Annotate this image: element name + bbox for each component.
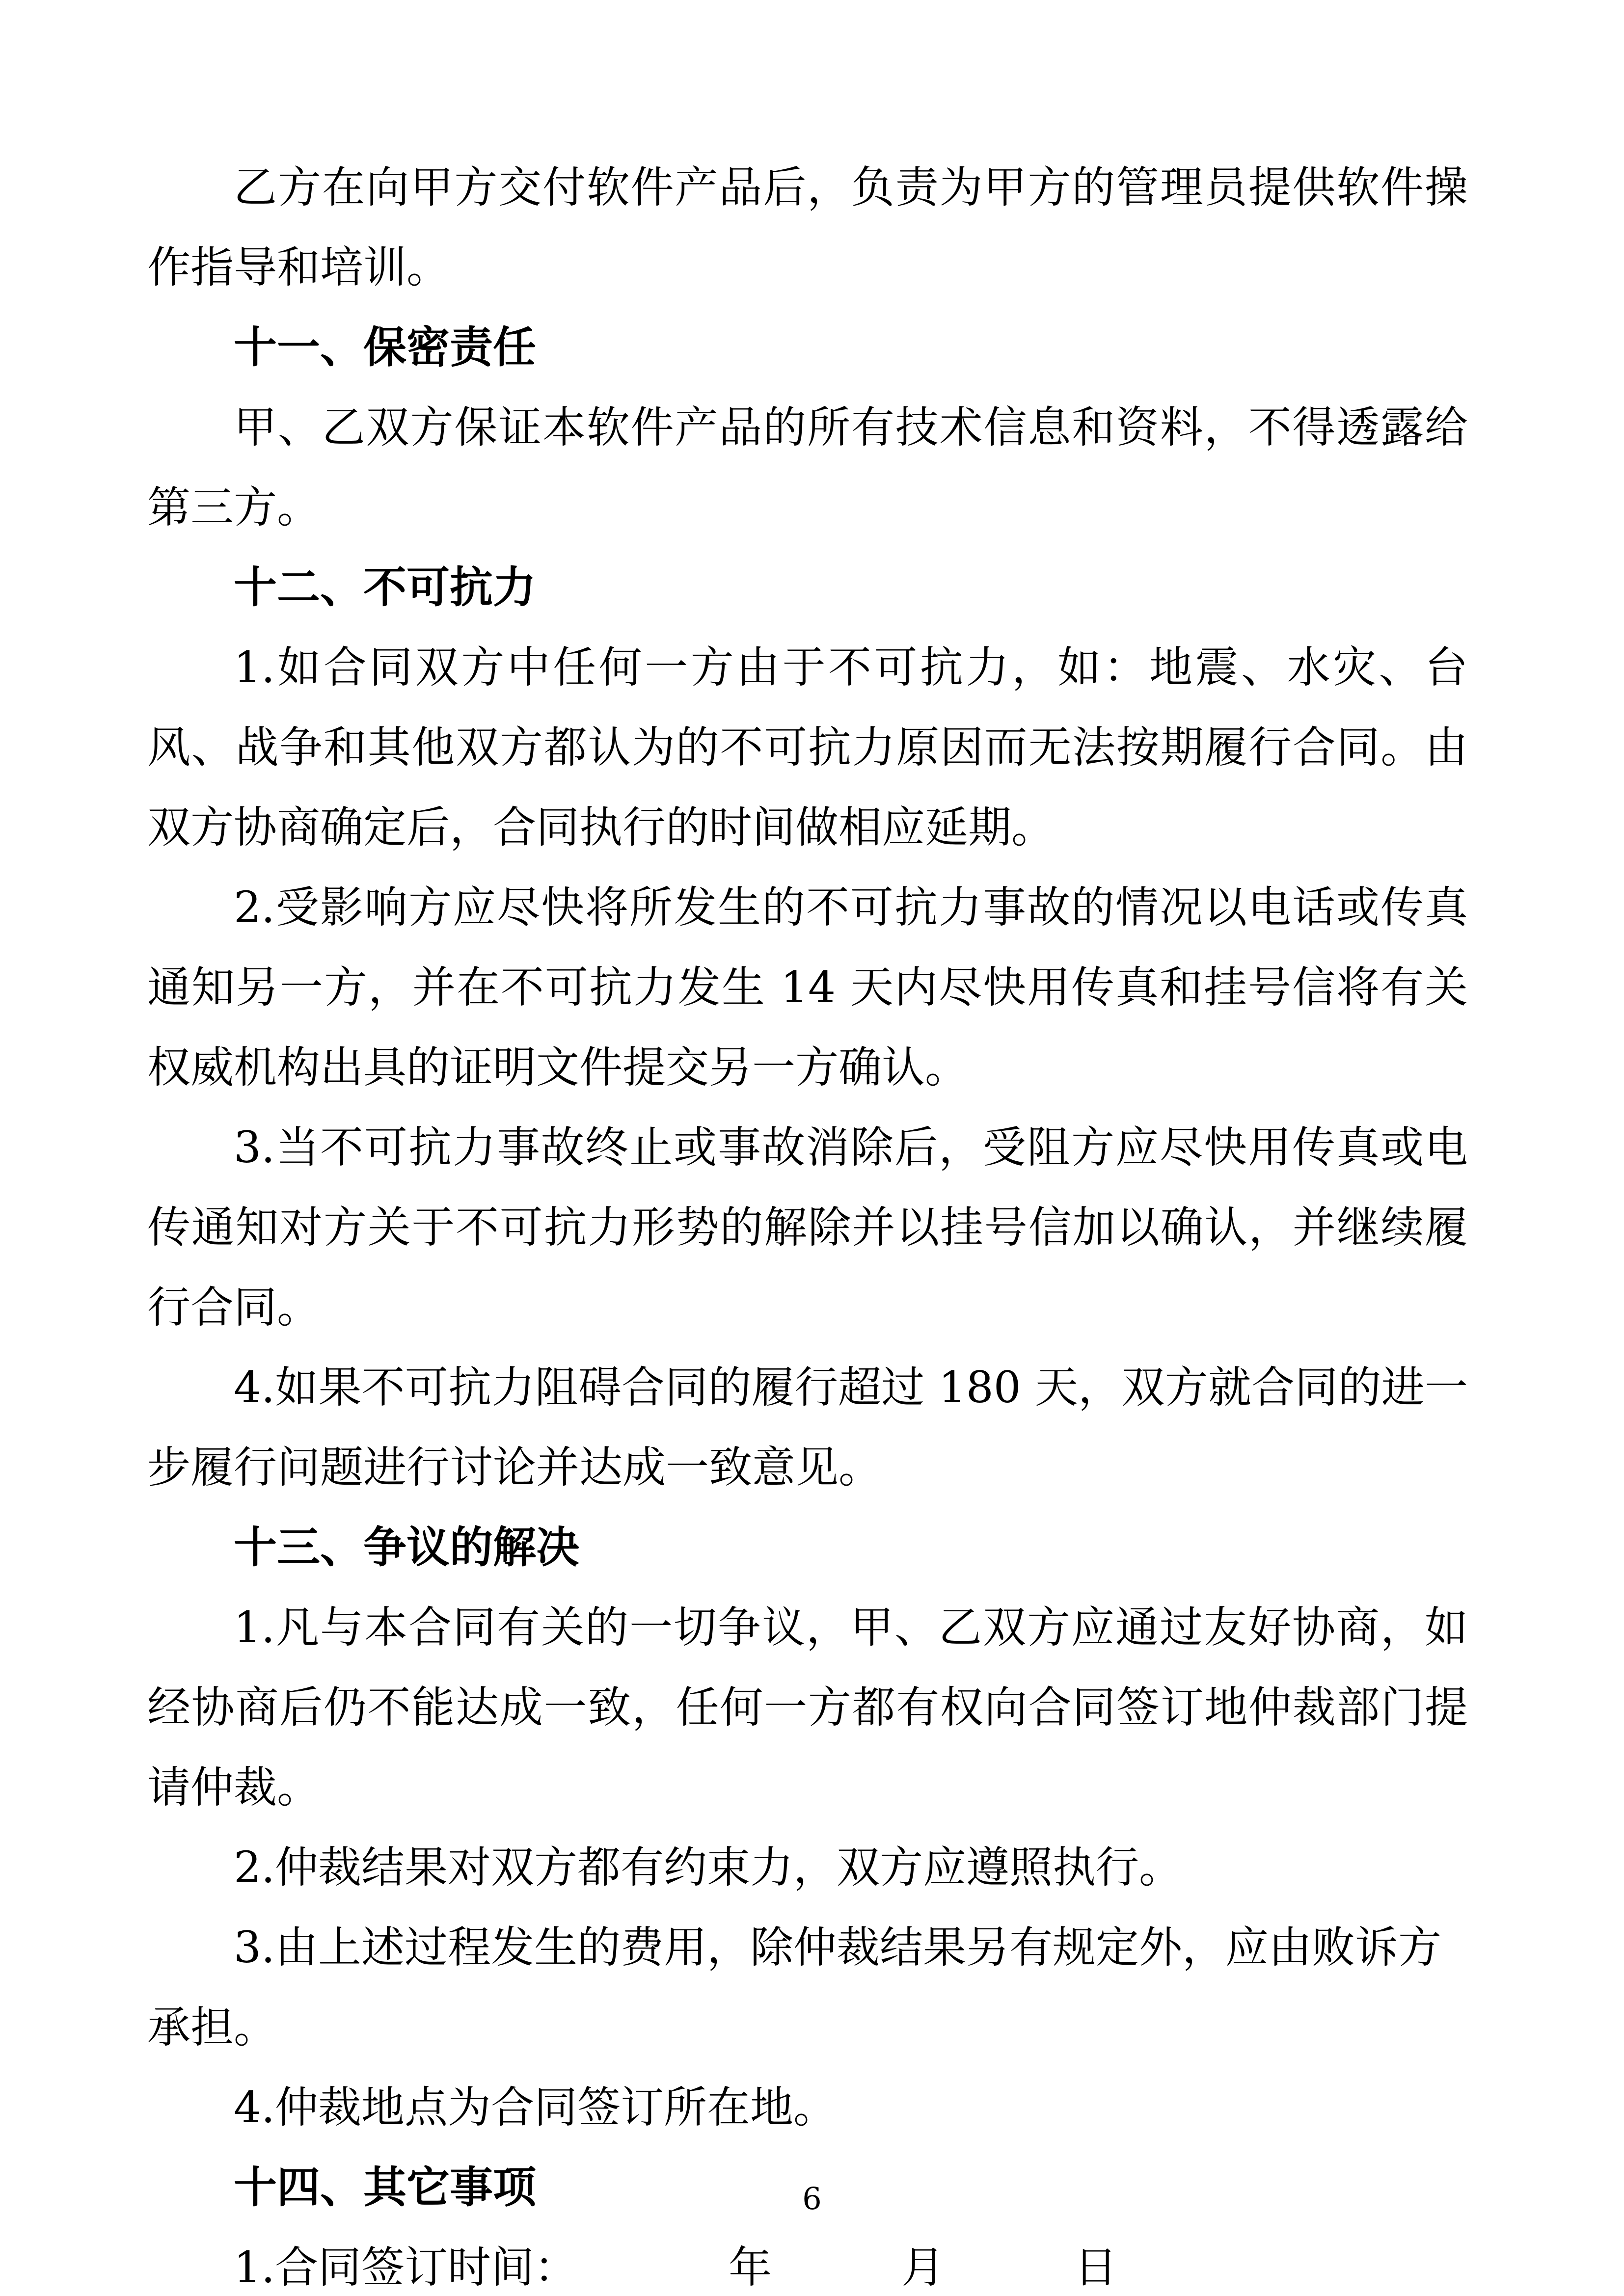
heading-section-11-confidentiality: 十一、保密责任 <box>234 321 537 373</box>
page-number: 6 <box>802 2181 822 2216</box>
paragraph-dispute-item-2: 2.仲裁结果对双方都有约束力，双方应遵照执行。 <box>234 1842 1182 1893</box>
paragraph-force-majeure-item-1: 1.如合同双方中任何一方由于不可抗力，如：地震、水灾、台风、战争和其他双方都认为的不可抗力原因而无法按期履行合同。由双方协商确定后，合同执行的时间做相应延期。 <box>147 642 1468 853</box>
paragraph-training-obligation: 乙方在向甲方交付软件产品后，负责为甲方的管理员提供软件操作指导和培训。 <box>147 162 1468 293</box>
paragraph-force-majeure-item-2: 2.受影响方应尽快将所发生的不可抗力事故的情况以电话或传真通知另一方，并在不可抗力发生 14 天内尽快用传真和挂号信将有关权威机构出具的证明文件提交另一方确认。 <box>147 882 1468 1093</box>
paragraph-dispute-item-4: 4.仲裁地点为合同签订所在地。 <box>234 2082 837 2133</box>
paragraph-force-majeure-item-4: 4.如果不可抗力阻碍合同的履行超过 180 天，双方就合同的进一步履行问题进行讨论并达成一致意见。 <box>147 1362 1468 1493</box>
heading-section-14-other-matters: 十四、其它事项 <box>234 2162 537 2213</box>
page-body-text <box>147 147 1468 2296</box>
paragraph-dispute-item-3: 3.由上述过程发生的费用，除仲裁结果另有规定外，应由败诉方承担。 <box>147 1922 1441 2053</box>
heading-section-12-force-majeure: 十二、不可抗力 <box>234 561 537 613</box>
paragraph-confidentiality-clause: 甲、乙双方保证本软件产品的所有技术信息和资料，不得透露给第三方。 <box>147 402 1468 533</box>
heading-section-13-dispute-resolution: 十三、争议的解决 <box>234 1522 580 1573</box>
paragraph-force-majeure-item-3: 3.当不可抗力事故终止或事故消除后，受阻方应尽快用传真或电传通知对方关于不可抗力形势的解除并以挂号信加以确认，并继续履行合同。 <box>147 1122 1468 1333</box>
paragraph-dispute-item-1: 1.凡与本合同有关的一切争议，甲、乙双方应通过友好协商，如经协商后仍不能达成一致，任何一方都有权向合同签订地仲裁部门提请仲裁。 <box>147 1602 1468 1813</box>
paragraph-other-item-1-signing-date: 1.合同签订时间： 年 月 日 <box>234 2242 1117 2293</box>
